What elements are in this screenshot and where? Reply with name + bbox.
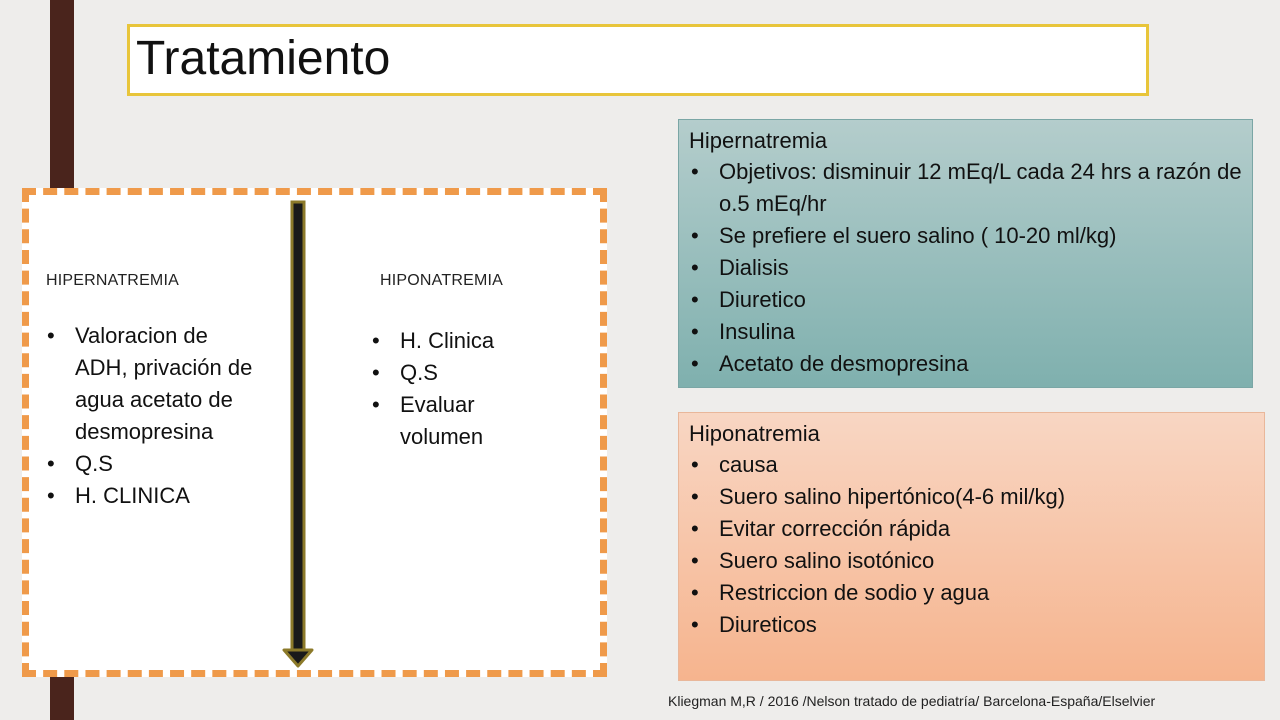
list-item: • H. Clinica <box>370 325 530 357</box>
list-item: • Diureticos <box>689 609 1254 641</box>
list-item: • Suero salino hipertónico(4-6 mil/kg) <box>689 481 1254 513</box>
list-item: • causa <box>689 449 1254 481</box>
hipernatremia-list <box>45 320 260 512</box>
title-box <box>127 24 1149 96</box>
list-item: • Valoracion de ADH, privación de agua acetato de desmopresina <box>45 320 260 448</box>
down-arrow-icon <box>282 200 314 670</box>
list-item: • H. CLINICA <box>45 480 260 512</box>
list-item: • Restriccion de sodio y agua <box>689 577 1254 609</box>
list-item: • Q.S <box>370 357 530 389</box>
list-item: • Evitar corrección rápida <box>689 513 1254 545</box>
list-item: • Objetivos: disminuir 12 mEq/L cada 24 hrs a razón de o.5 mEq/hr <box>689 156 1242 220</box>
hipernatremia-treatment-list <box>689 156 1242 380</box>
list-item: • Suero salino isotónico <box>689 545 1254 577</box>
hiponatremia-list <box>370 325 530 453</box>
list-item: • Dialisis <box>689 252 1242 284</box>
list-item: • Insulina <box>689 316 1242 348</box>
list-item: • Se prefiere el suero salino ( 10-20 ml/kg) <box>689 220 1242 252</box>
citation: Kliegman M,R / 2016 /Nelson tratado de pediatría/ Barcelona-España/Elselvier <box>668 693 1156 709</box>
hiponatremia-heading: HIPONATREMIA <box>380 272 504 289</box>
list-item: • Diuretico <box>689 284 1242 316</box>
list-item: • Q.S <box>45 448 260 480</box>
hipernatremia-heading: HIPERNATREMIA <box>46 272 179 289</box>
panel-title: Hiponatremia <box>689 421 820 446</box>
hiponatremia-panel <box>678 412 1265 681</box>
slide-title: Tratamiento <box>136 32 391 85</box>
panel-title: Hipernatremia <box>689 128 828 153</box>
hiponatremia-treatment-list <box>689 449 1254 641</box>
list-item: • Acetato de desmopresina <box>689 348 1242 380</box>
list-item: • Evaluar volumen <box>370 389 530 453</box>
hipernatremia-panel <box>678 119 1253 388</box>
